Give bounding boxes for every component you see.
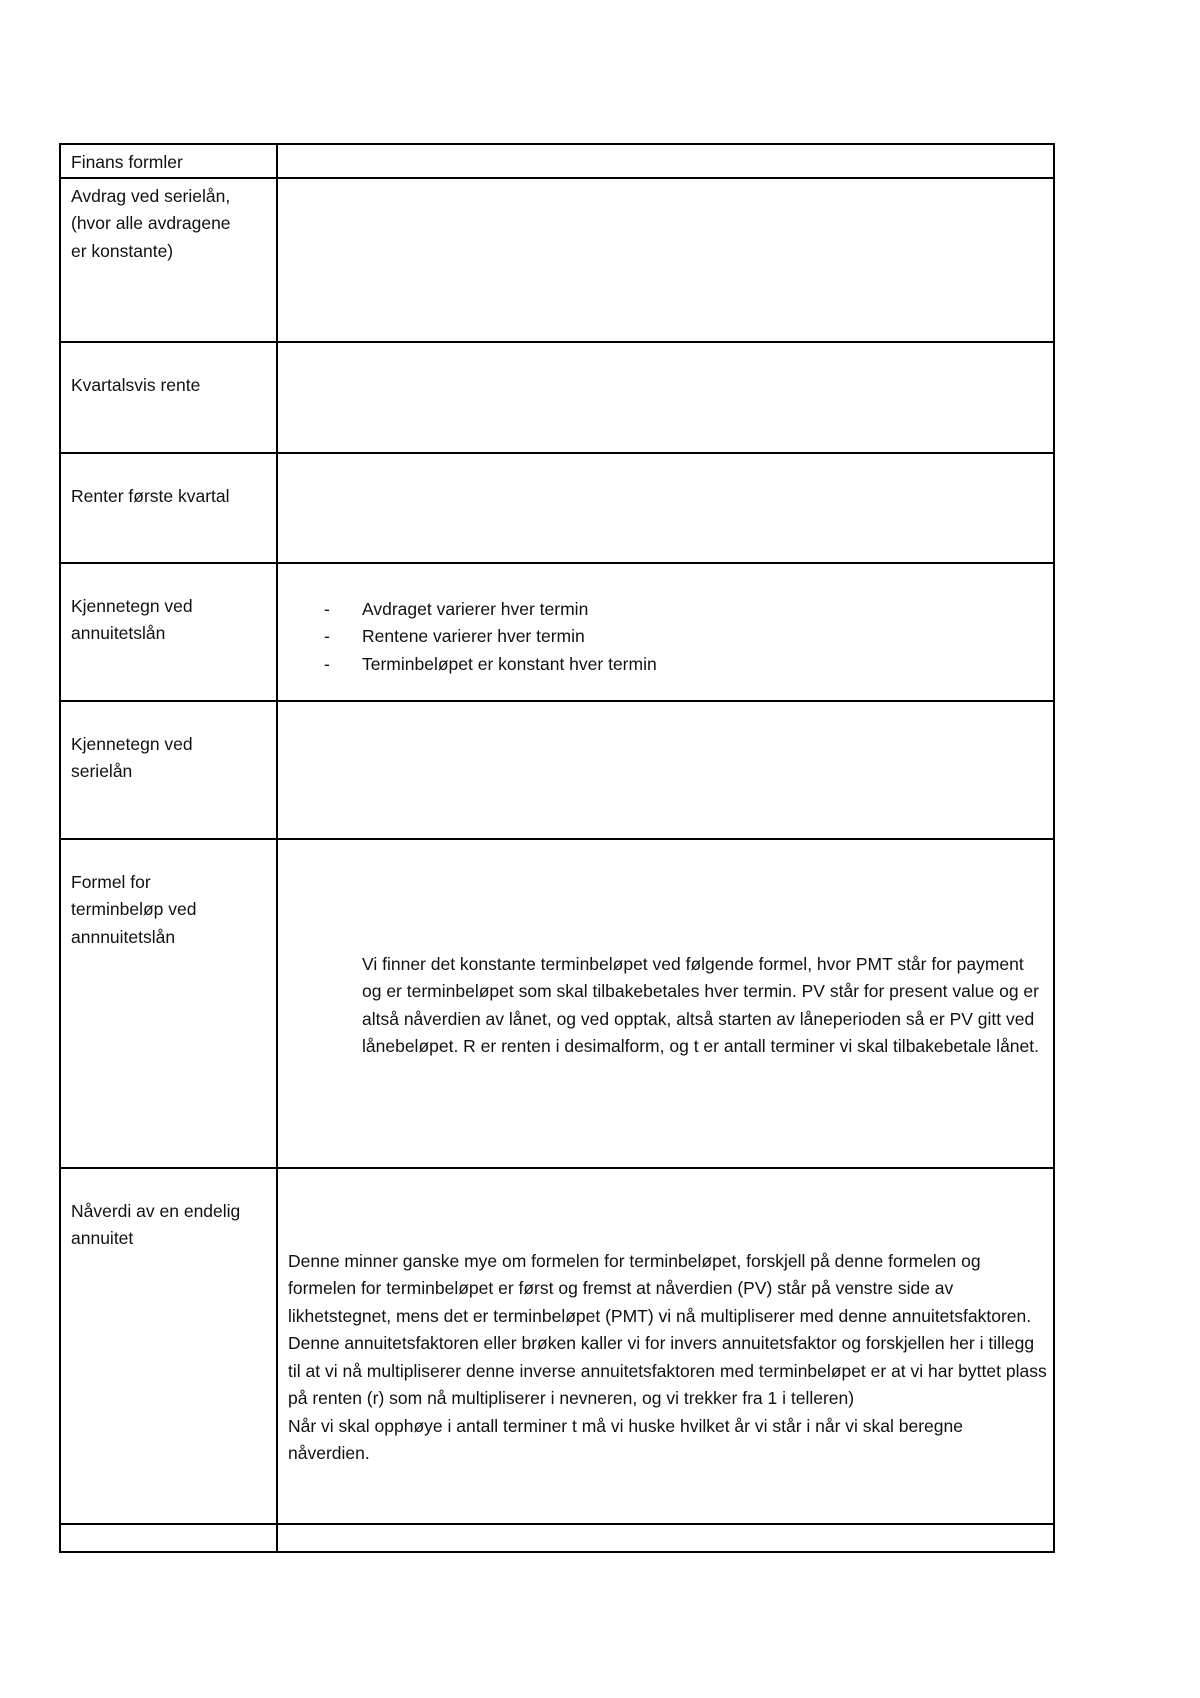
row-label-kvartalsvis-rente: Kvartalsvis rente bbox=[60, 342, 277, 453]
table-row bbox=[60, 563, 1054, 701]
row-content-kvartalsvis-rente bbox=[277, 342, 1054, 453]
row-label-naverdi-annuitet: Nåverdi av en endelig annuitet bbox=[60, 1168, 277, 1524]
table-row bbox=[60, 839, 1054, 1168]
table-row bbox=[60, 701, 1054, 839]
finance-formulas-table bbox=[59, 143, 1055, 1553]
row-label-empty bbox=[60, 1524, 277, 1552]
table-row bbox=[60, 342, 1054, 453]
row-content-empty bbox=[277, 1524, 1054, 1552]
list-item-text: Avdraget varierer hver termin bbox=[362, 598, 589, 619]
pv-formula-explanation: Denne minner ganske mye om formelen for terminbeløpet, forskjell på denne formelen og formelen for terminbeløpet er først og fremst at nåverdien (PV) står på venstre side av likhetstegnet, mens det er terminbeløpet (PMT) vi nå multipliserer med denne annuitetsfaktoren. Denne annuitetsfaktoren eller brøken kaller vi for invers annuitetsfaktor og forskjellen her i tillegg til at vi nå multipliserer denne inverse annuitetsfaktoren med terminbeløpet er at vi har byttet plass på renten (r) som nå multipliserer i nevneren, og vi trekker fra 1 i telleren) Når vi skal opphøye i antall terminer t må vi huske hvilket år vi står i når vi skal beregne nåverdien. bbox=[288, 1250, 1047, 1463]
bullet-dash: - bbox=[324, 626, 330, 646]
row-content-avdrag-serielan bbox=[277, 178, 1054, 342]
row-content-renter-forste-kvartal bbox=[277, 453, 1054, 563]
row-content-kjennetegn-annuitetslan bbox=[277, 563, 1054, 701]
table-row bbox=[60, 1524, 1054, 1552]
table-row bbox=[60, 453, 1054, 563]
header-title: Finans formler bbox=[60, 144, 277, 178]
header-right-cell bbox=[277, 144, 1054, 178]
row-content-naverdi-annuitet bbox=[277, 1168, 1054, 1524]
list-item-text: Terminbeløpet er konstant hver termin bbox=[362, 653, 657, 674]
pmt-formula-explanation: Vi finner det konstante terminbeløpet ved følgende formel, hvor PMT står for payment og er terminbeløpet som skal tilbakebetales hver termin. PV står for present value og er altså nåverdien av lånet, og ved opptak, altså starten av låneperioden så er PV gitt ved lånebeløpet. R er renten i desimalform, og t er antall terminer vi skal tilbakebetale lånet. bbox=[362, 953, 1039, 1056]
row-content-kjennetegn-serielan bbox=[277, 701, 1054, 839]
bullet-dash: - bbox=[324, 653, 330, 674]
row-label-avdrag-serielan: Avdrag ved serielån, (hvor alle avdragene er konstante) bbox=[60, 178, 277, 342]
table-row bbox=[60, 178, 1054, 342]
list-item bbox=[324, 651, 1053, 679]
list-item-text: Rentene varierer hver termin bbox=[362, 626, 585, 646]
row-content-formel-terminbelop bbox=[277, 839, 1054, 1168]
bullet-dash: - bbox=[324, 598, 330, 619]
row-label-renter-forste-kvartal: Renter første kvartal bbox=[60, 453, 277, 563]
table-row bbox=[60, 1168, 1054, 1524]
annuity-characteristics-list bbox=[278, 564, 1053, 679]
table-header-row bbox=[60, 144, 1054, 178]
list-item bbox=[324, 623, 1053, 651]
list-item bbox=[324, 596, 1053, 624]
row-label-kjennetegn-annuitetslan: Kjennetegn ved annuitetslån bbox=[60, 563, 277, 701]
row-label-formel-terminbelop: Formel for terminbeløp ved annnuitetslån bbox=[60, 839, 277, 1168]
row-label-kjennetegn-serielan: Kjennetegn ved serielån bbox=[60, 701, 277, 839]
